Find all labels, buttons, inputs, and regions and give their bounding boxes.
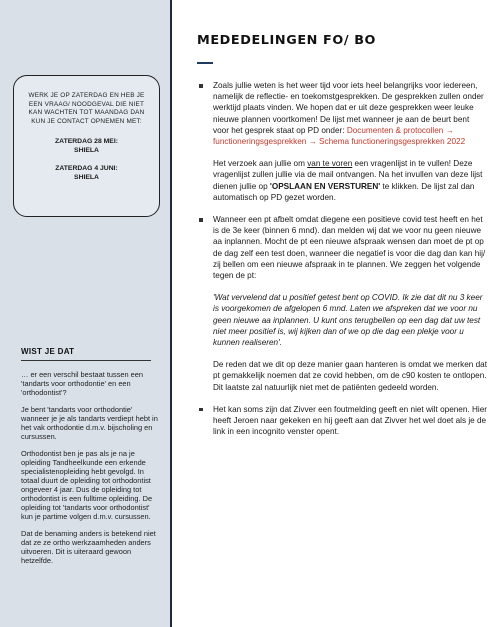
document-path-link[interactable]: Documenten & protocollen → functioneringsgesprekken → Schema functioneringsgesprekken 2022 bbox=[213, 125, 466, 147]
wist-paragraph: Je bent 'tandarts voor orthodontie' wanneer je je als tandarts verdiept hebt in het vak orthodontie d.m.v. bijscholing en cursussen. bbox=[21, 405, 158, 441]
wist-je-dat-body bbox=[21, 371, 159, 574]
text-span: Zoals jullie weten is het weer tijd voor iets heel belangrijks voor iedereen, namelijk de reflectie- en toekomstgesprekken. De gesprekken zullen onder werktijd plaats vinden. We hopen dat er uit deze gesprekken weer leuke nieuwe plannen voortkomen! De lijst met wanneer je aan de beurt bent voor het gesprek staat op PD onder: bbox=[213, 81, 484, 135]
announcement-paragraph: De reden dat we dit op deze manier gaan hanteren is omdat we merken dat pt gemakkelijk noemen dat ze covid hebben, om de c90 kosten te ontlopen. Dit laatste zal natuurlijk niet met de patiënten gedeeld worden. bbox=[213, 360, 487, 392]
contact-name-1: SHIELA bbox=[74, 146, 99, 154]
sidebar bbox=[0, 0, 172, 627]
saturday-date-1: ZATERDAG 28 MEI: bbox=[55, 138, 118, 146]
bold-text: 'OPSLAAN EN VERSTUREN' bbox=[269, 181, 381, 191]
announcement-item bbox=[197, 80, 487, 203]
announcement-paragraph: Het kan soms zijn dat Zivver een foutmelding geeft en niet wilt openen. Hier heeft Jeroen naar gekeken en hij geeft aan dat Zivver het wel doet als je de link in een incognito venster opent. bbox=[213, 404, 487, 437]
wist-je-dat-divider bbox=[21, 360, 151, 361]
wist-paragraph: … er een verschil bestaat tussen een 'tandarts voor orthodontie' en een 'orthodontist'? bbox=[21, 370, 144, 397]
announcements bbox=[197, 80, 487, 448]
wist-je-dat-heading: WIST JE DAT bbox=[21, 347, 75, 356]
page-title: MEDEDELINGEN FO/ BO bbox=[197, 33, 377, 48]
contact-name-2: SHIELA bbox=[74, 173, 99, 181]
announcement-item bbox=[197, 404, 487, 438]
main-column bbox=[174, 0, 498, 627]
wist-paragraph: Orthodontist ben je pas als je na je opleiding Tandheelkunde een erkende specialistenopleiding hebt gevolgd. In totaal duurt de opleiding tot orthodontist ongeveer 4 jaar. Dus de opleiding tot orthodontist is een fulltime opleiding. De opleiding tot 'tandarts voor orthodontist' kun je partime volgen d.m.v. cursussen. bbox=[21, 449, 153, 521]
saturday-date-2: ZATERDAG 4 JUNI: bbox=[55, 165, 118, 173]
text-span: een vragenlijst in te vullen! Deze vragenlijst zullen jullie via de mail ontvangen. Na het invullen van deze lijst dienen jullie op bbox=[213, 159, 483, 191]
underlined-text: van te voren bbox=[307, 159, 353, 169]
announcement-paragraph: Wanneer een pt afbelt omdat diegene een positieve covid test heeft en het is de 3e keer (binnen 6 mnd). dan melden wij dat we voor nu geen nieuwe aa inplannen. Mocht de pt een nieuwe afspraak wensen dan moet de pt op de dag zelf een test doen, wanneer die negatief is voor die dag dan kan hij/ zij bellen om een nieuwe afspraak in te plannen. We zeggen het volgende tegen de pt: bbox=[213, 215, 486, 281]
saturday-contact-text: WERK JE OP ZATERDAG EN HEB JE EEN VRAAG/ NOODGEVAL DIE NIET KAN WACHTEN TOT MAANDAG DAN KUN JE CONTACT OPNEMEN MET: bbox=[28, 92, 145, 125]
announcement-paragraph bbox=[213, 80, 487, 147]
text-span: te klikken. De lijst zal dan automatisch op PD gezet worden. bbox=[213, 181, 475, 202]
wist-paragraph: Dat de benaming anders is betekend niet dat ze ze ortho werkzaamheden anders uitvoeren. Dit is uiteraard gewoon hetzelfde. bbox=[21, 529, 156, 565]
title-underline bbox=[197, 62, 213, 64]
saturday-contact-box bbox=[13, 75, 160, 217]
announcement-item bbox=[197, 214, 487, 393]
text-span: Het verzoek aan jullie om bbox=[213, 159, 308, 169]
announcement-paragraph bbox=[213, 158, 487, 203]
patient-script-quote: 'Wat vervelend dat u positief getest bent op COVID. Ik zie dat dit nu 3 keer is voorgekomen de afgelopen 6 mnd. Laten we afspreken dat we voor nu geen nieuwe aa inplannen. U kunt ons terugbellen op een dag dat uw test niet meer positief is, wij kijken dan of we op die dag een plekje voor u kunnen realiseren'. bbox=[213, 293, 483, 348]
